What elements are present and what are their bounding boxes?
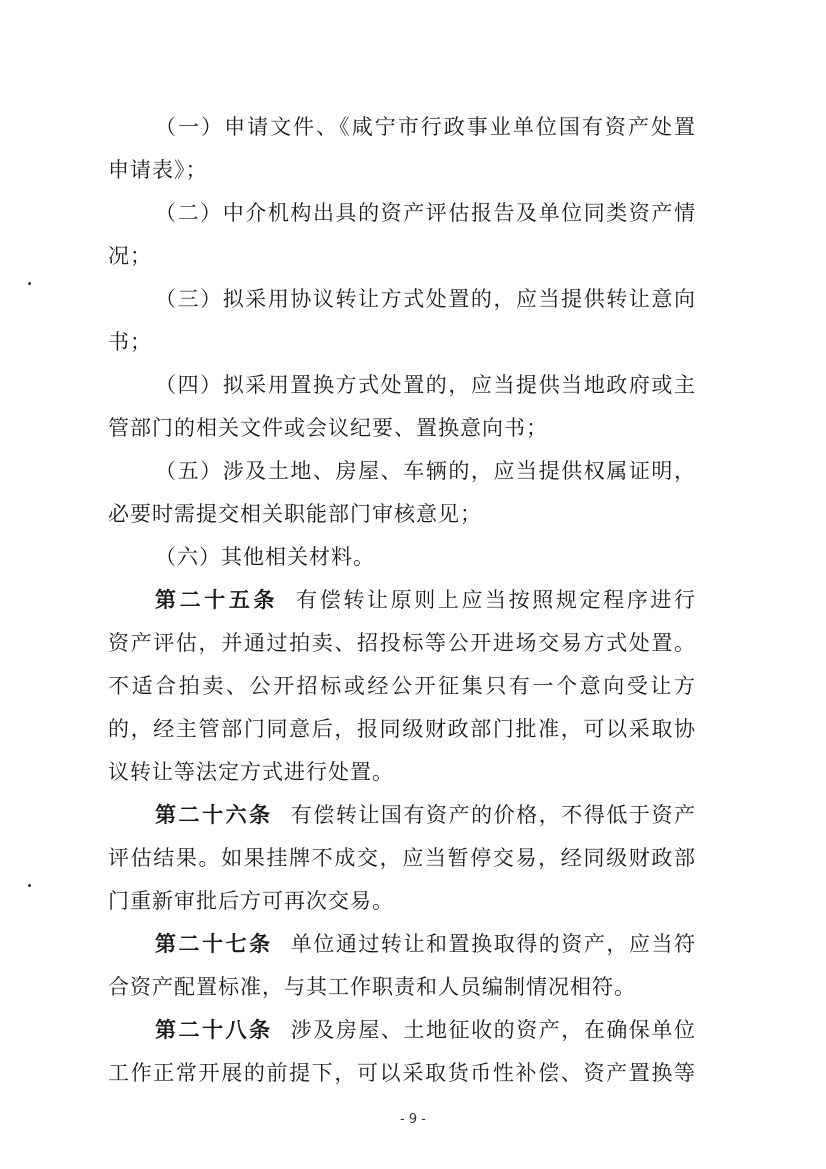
text-line: （五）涉及土地、房屋、车辆的，应当提供权属证明， <box>155 459 696 483</box>
article-line: 第二十七条 单位通过转让和置换取得的资产，应当符 <box>155 931 696 956</box>
text-line: 况； <box>108 244 152 268</box>
article-heading: 第二十五条 <box>155 587 279 612</box>
text-line: 议转让等法定方式进行处置。 <box>108 760 394 784</box>
article-heading: 第二十七条 <box>155 931 273 956</box>
text-line: 资产评估，并通过拍卖、招投标等公开进场交易方式处置。 <box>108 631 696 655</box>
text-line: （一）申请文件、《咸宁市行政事业单位国有资产处置 <box>155 115 696 139</box>
text-line: 评估结果。如果挂牌不成交，应当暂停交易，经同级财政部 <box>108 846 696 870</box>
article-line: 第二十五条 有偿转让原则上应当按照规定程序进行 <box>155 587 696 612</box>
text-line: （二）中介机构出具的资产评估报告及单位同类资产情 <box>155 201 696 225</box>
article-heading: 第二十八条 <box>155 1017 273 1042</box>
binding-mark <box>28 282 31 285</box>
text-line: 管部门的相关文件或会议纪要、置换意向书； <box>108 416 548 440</box>
text-line: 书； <box>108 330 152 354</box>
text-line: 工作正常开展的前提下，可以采取货币性补偿、资产置换等 <box>108 1061 696 1085</box>
text-line: 的，经主管部门同意后，报同级财政部门批准，可以采取协 <box>108 717 696 741</box>
binding-mark <box>28 884 31 887</box>
text-line: 不适合拍卖、公开招标或经公开征集只有一个意向受让方 <box>108 674 696 698</box>
text-line: 合资产配置标准，与其工作职责和人员编制情况相符。 <box>108 975 636 999</box>
text-line: 必要时需提交相关职能部门审核意见； <box>108 502 482 526</box>
text-line: （四）拟采用置换方式处置的，应当提供当地政府或主 <box>155 373 696 397</box>
text-line: （三）拟采用协议转让方式处置的，应当提供转让意向 <box>155 287 696 311</box>
text-line: （六）其他相关材料。 <box>155 545 375 569</box>
text-line: 申请表》； <box>108 158 208 182</box>
article-line: 第二十六条 有偿转让国有资产的价格，不得低于资产 <box>155 802 696 827</box>
article-line: 第二十八条 涉及房屋、土地征收的资产，在确保单位 <box>155 1017 696 1042</box>
page-number: - 9 - <box>400 1112 426 1127</box>
article-heading: 第二十六条 <box>155 802 273 827</box>
text-line: 门重新审批后方可再次交易。 <box>108 889 394 913</box>
